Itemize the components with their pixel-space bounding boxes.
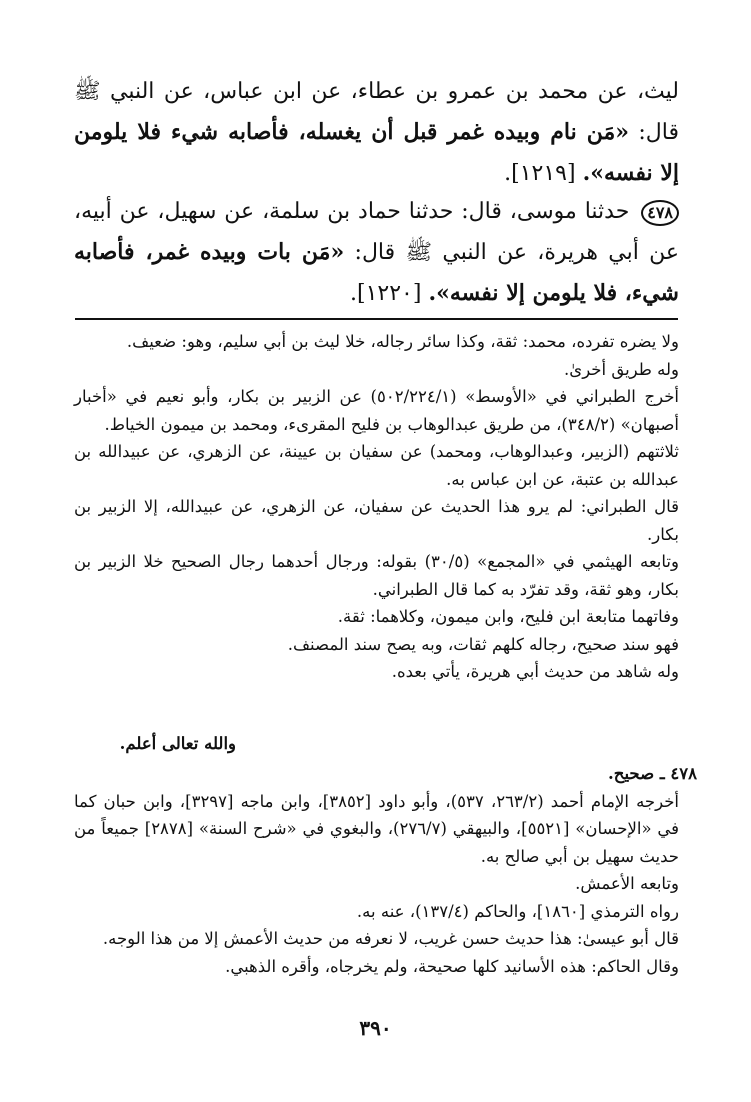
footnote-line: قال أبو عيسىٰ: هذا حديث حسن غريب، لا نعرفه من حديث الأعمش إلا من هذا الوجه. bbox=[102, 929, 679, 948]
footnote-line: ولا يضره تفرده، محمد: ثقة، وكذا سائر رجاله، خلا ليث بن أبي سليم، وهو: ضعيف. bbox=[126, 332, 679, 351]
footnote-line: فهو سند صحيح، رجاله كلهم ثقات، وبه يصح سند المصنف. bbox=[287, 634, 679, 654]
hadith-1220-text: «مَن بات وبيده غمر، فأصابه شيء، فلا يلومن إلا نفسه». bbox=[74, 239, 679, 306]
footnote-478-heading: ٤٧٨ ـ صحيح. bbox=[608, 764, 697, 783]
footnote-line: قال الطبراني: لم يرو هذا الحديث عن سفيان، عن الزهري، عن عبيدالله، إلا الزبير بن بكار. bbox=[74, 497, 679, 544]
footnote-line: وتابعه الأعمش. bbox=[575, 874, 679, 893]
footnote-line: رواه الترمذي [١٨٦٠]، والحاكم (١٣٧/٤)، عنه به. bbox=[356, 901, 679, 921]
footnotes-prev bbox=[74, 328, 679, 686]
footnote-line: أخرجه الإمام أحمد (٢٦٣/٢، ٥٣٧)، وأبو داود [٣٨٥٢]، وابن ماجه [٣٢٩٧]، وابن حبان كما في «الإحسان» [٥٥٢١]، والبيهقي (٢٧٦/٧)، والبغوي في «شرح السنة» [٢٨٧٨] جميعاً من حديث سهيل بن أبي صالح به. bbox=[74, 791, 680, 866]
closing-formula: والله تعالى أعلم. bbox=[119, 734, 236, 753]
footnote-line: وله طريق أخرىٰ. bbox=[564, 359, 679, 379]
hadith-1219-text: «مَن نام وبيده غمر قبل أن يغسله، فأصابه شيء فلا يلومن إلا نفسه». bbox=[74, 119, 679, 186]
hadith-1219-chain: ليث، عن محمد بن عمرو بن عطاء، عن ابن عباس، عن النبي ﷺ قال: bbox=[74, 79, 679, 145]
page-number: ٣٩٠ bbox=[359, 1016, 392, 1040]
footnote-line: وتابعه الهيثمي في «المجمع» (٣٠/٥) بقوله: ورجال أحدهما رجال الصحيح خلا الزبير بن بكار، وهو ثقة، وقد تفرّد به كما قال الطبراني. bbox=[74, 552, 679, 599]
footnote-divider bbox=[75, 318, 678, 320]
footnote-line: أخرج الطبراني في «الأوسط» (٥٠٢/٢٢٤/١) عن الزبير بن بكار، وأبو نعيم في «أخبار أصبهان» (٣٤٨/٢)، من طريق عبدالوهاب بن فليح المقرىء، ومحمد بن ميمون الخياط. bbox=[74, 387, 679, 434]
footnote-line: وفاتهما متابعة ابن فليح، وابن ميمون، وكلاهما: ثقة. bbox=[337, 607, 679, 626]
hadith-paragraph-1220 bbox=[74, 192, 679, 314]
footnote-line: وله شاهد من حديث أبي هريرة، يأتي بعده. bbox=[391, 662, 679, 681]
hadith-1220-chain: حدثنا موسى، قال: حدثنا حماد بن سلمة، عن سهيل، عن أبيه، عن أبي هريرة، عن النبي ﷺ قال: bbox=[74, 199, 680, 265]
footnotes-478 bbox=[74, 760, 697, 980]
footnote-line: وقال الحاكم: هذه الأسانيد كلها صحيحة، ولم يخرجاه، وأقره الذهبي. bbox=[225, 956, 679, 976]
hadith-paragraph-1219 bbox=[74, 72, 679, 194]
hadith-number-badge: ٤٧٨ bbox=[641, 200, 679, 226]
hadith-1220-ref: [١٢٢٠]. bbox=[350, 281, 422, 306]
footnote-line: ثلاثتهم (الزبير، وعبدالوهاب، ومحمد) عن سفيان بن عيينة، عن الزهري، عن عبيدالله بن عبدالله بن عتبة، عن ابن عباس به. bbox=[74, 442, 679, 489]
hadith-1219-ref: [١٢١٩]. bbox=[504, 161, 576, 186]
